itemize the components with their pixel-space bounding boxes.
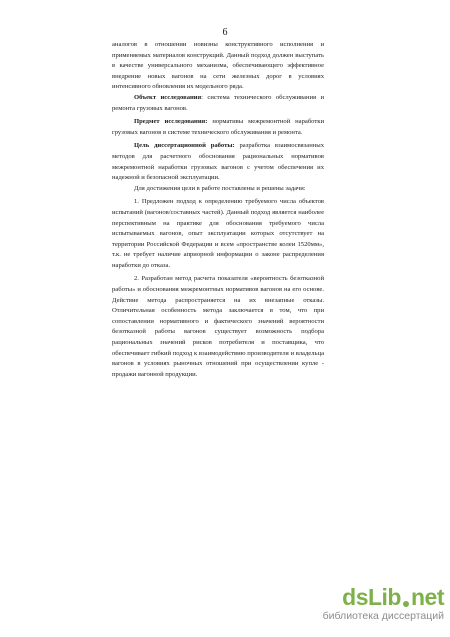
task-1-paragraph: 1. Предложен подход к определению требуемого числа объектов испытаний (вагонов/составных частей). Данный подход является наиболее перспективным на практике для обоснования требуемого числа испытываемых вагонов, опыт эксплуатации которых отсутствует на территории Российской Федерации и всем «пространстве колеи 1520мм», т.к. не требует наличие априорной информации о законе распределения наработки до отказа. [112,198,324,269]
research-subject-label: Предмет исследования: [134,118,208,126]
research-subject-paragraph [112,117,324,138]
research-goal-label: Цель диссертационной работы: [134,142,235,150]
research-object-label: Объект исследования [134,93,202,101]
research-goal-paragraph [112,141,324,183]
dslib-logo-tld: net [411,584,444,610]
dslib-logo-dot-icon [403,601,409,607]
dslib-logo [342,584,444,610]
document-body [112,40,324,380]
intro-paragraph: аналогов в отношении новизны конструктивного исполнения и применяемых материалов конструкций. Данный подход должен выступать в качестве универсального механизма, обеспечивающего эффективное внедрение новых вагонов на сети железных дорог в условиях интенсивного обновления их модельного ряда. [112,41,324,91]
dslib-logo-main: dsLib [342,584,401,610]
task-2-paragraph: 2. Разработан метод расчета показателя «вероятность безотказной работы» и обоснования межремонтных нормативов вагонов на его основе. Действие метода распространяется на их внезапные отказы. Отличительная особенность метода заключается в том, что при сопоставлении нормативного и фактического значений вероятности безотказной работы вагонов существует возможность подбора рациональных значений рисков потребителя и поставщика, что обеспечивает гибкий подход к взаимодействию производителя и владельца вагонов в условиях рыночных отношений при осуществлении купле - продажи вагонной продукции. [112,275,324,378]
research-goal-text: разработка взаимосвязанных методов для расчетного обоснования рациональных нормативов межремонтной наработки грузовых вагонов с учетом обеспечения их надежной и безопасной эксплуатации. [112,142,324,182]
research-object-text: : система технического обслуживания и ремонта грузовых вагонов. [112,93,324,112]
dslib-watermark [322,584,444,628]
tasks-intro-paragraph: Для достижения цели в работе поставлены и решены задачи: [134,184,306,192]
research-object-paragraph [112,93,324,114]
dslib-subtitle: библиотека диссертаций [322,610,444,622]
page-number: 6 [222,27,228,38]
research-subject-text: нормативы межремонтной наработки грузовых вагонов в системе технического обслуживания и ремонта. [112,118,324,136]
